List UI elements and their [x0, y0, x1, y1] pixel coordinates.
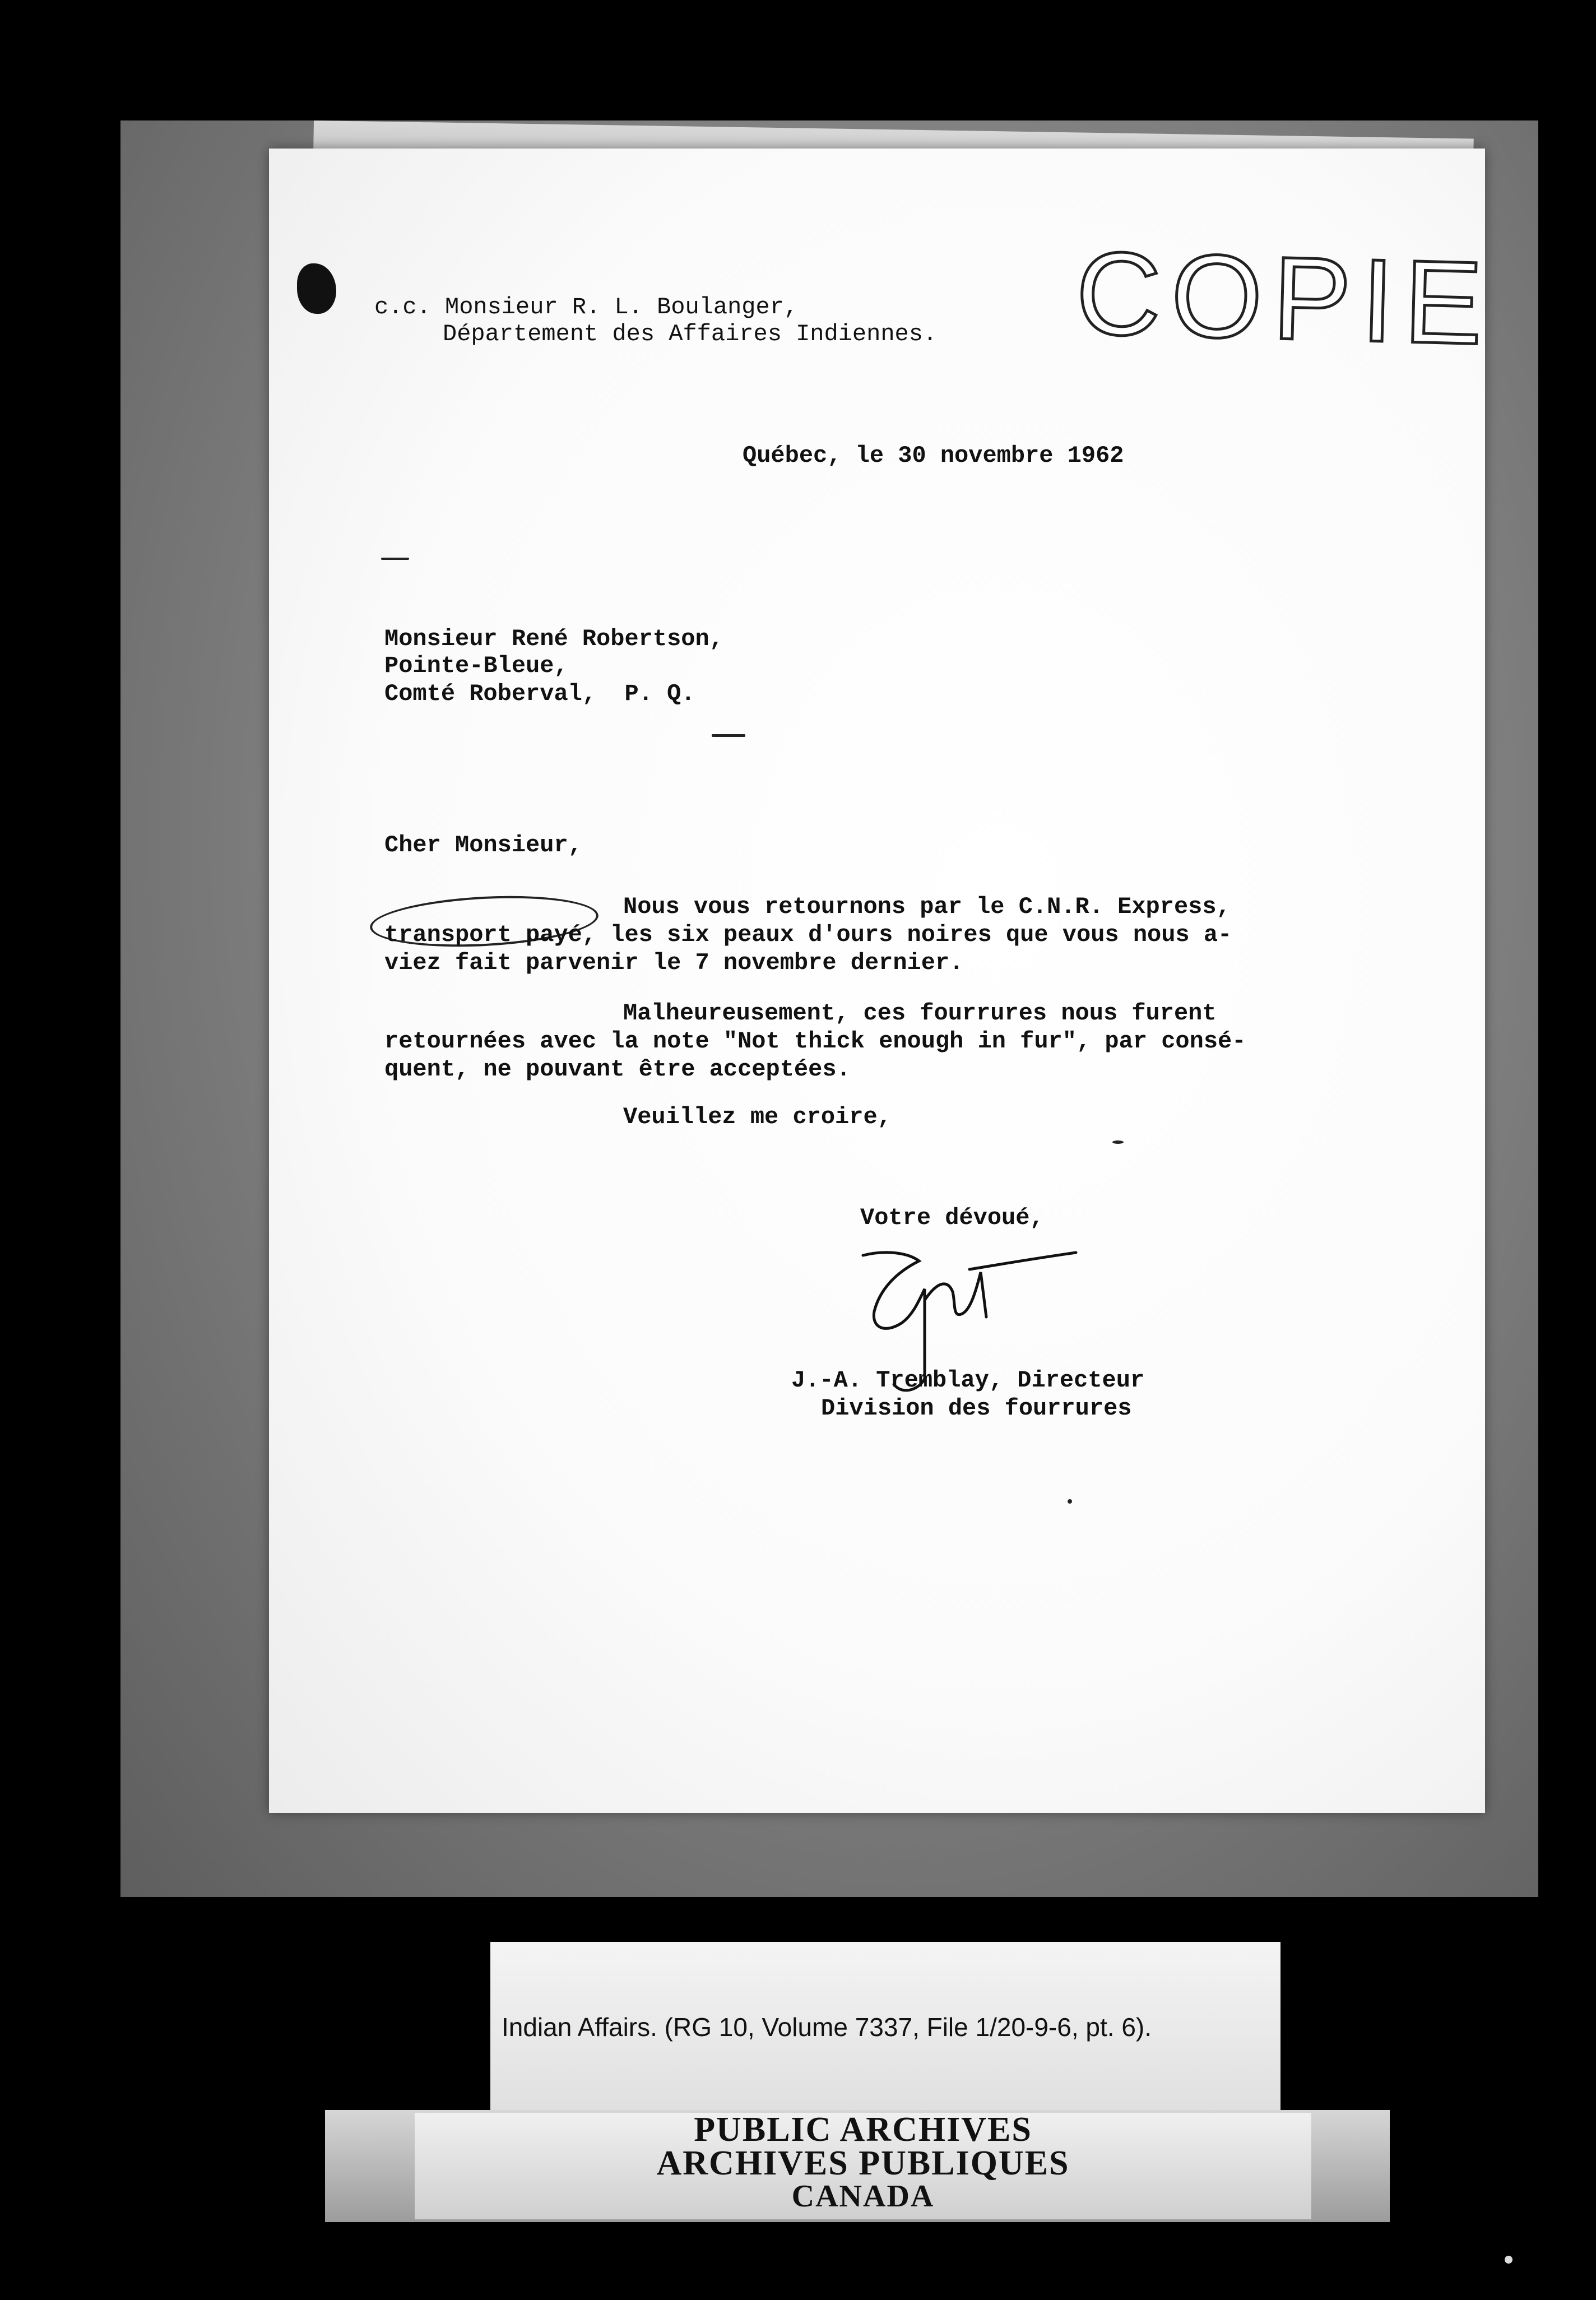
recipient-line-1: Monsieur René Robertson,	[384, 625, 723, 652]
signer-division: Division des fourrures	[821, 1395, 1132, 1422]
ink-speck	[1505, 2256, 1513, 2264]
signer-name-title: J.-A. Tremblay, Directeur	[791, 1367, 1145, 1394]
paragraph-2-line-2: retournées avec la note "Not thick enough in fur", par consé-	[384, 1028, 1246, 1055]
closing-line: Veuillez me croire,	[623, 1103, 892, 1130]
paragraph-1-line-2: transport payé, les six peaux d'ours noires que vous nous a-	[384, 921, 1232, 948]
cc-line-1: c.c. Monsieur R. L. Boulanger,	[374, 294, 799, 321]
reference-label: Indian Affairs. (RG 10, Volume 7337, File 1/20-9-6, pt. 6).	[502, 2013, 1152, 2042]
salutation: Cher Monsieur,	[384, 832, 582, 859]
archive-stamp-line-1: PUBLIC ARCHIVES	[694, 2111, 1032, 2149]
ink-speck	[381, 558, 409, 560]
letter-page	[269, 149, 1495, 1813]
valediction: Votre dévoué,	[860, 1204, 1044, 1231]
paragraph-2-line-3: quent, ne pouvant être acceptées.	[384, 1056, 851, 1083]
archive-stamp-line-2: ARCHIVES PUBLIQUES	[656, 2144, 1070, 2182]
copie-stamp: COPIE	[1074, 226, 1495, 370]
ink-speck	[1112, 1140, 1124, 1144]
paragraph-1-line-3: viez fait parvenir le 7 novembre dernier.	[384, 949, 964, 976]
archive-stamp-line-3: CANADA	[791, 2179, 935, 2214]
letter-date: Québec, le 30 novembre 1962	[743, 442, 1124, 469]
ink-speck	[1068, 1499, 1072, 1504]
recipient-line-3: Comté Roberval, P. Q.	[384, 680, 695, 707]
paragraph-1-line-1: Nous vous retournons par le C.N.R. Express,	[623, 893, 1231, 920]
ink-speck	[712, 734, 745, 737]
cc-line-2: Département des Affaires Indiennes.	[443, 321, 938, 347]
paragraph-2-line-1: Malheureusement, ces fourrures nous furent	[623, 1000, 1217, 1027]
recipient-line-2: Pointe-Bleue,	[384, 652, 568, 679]
